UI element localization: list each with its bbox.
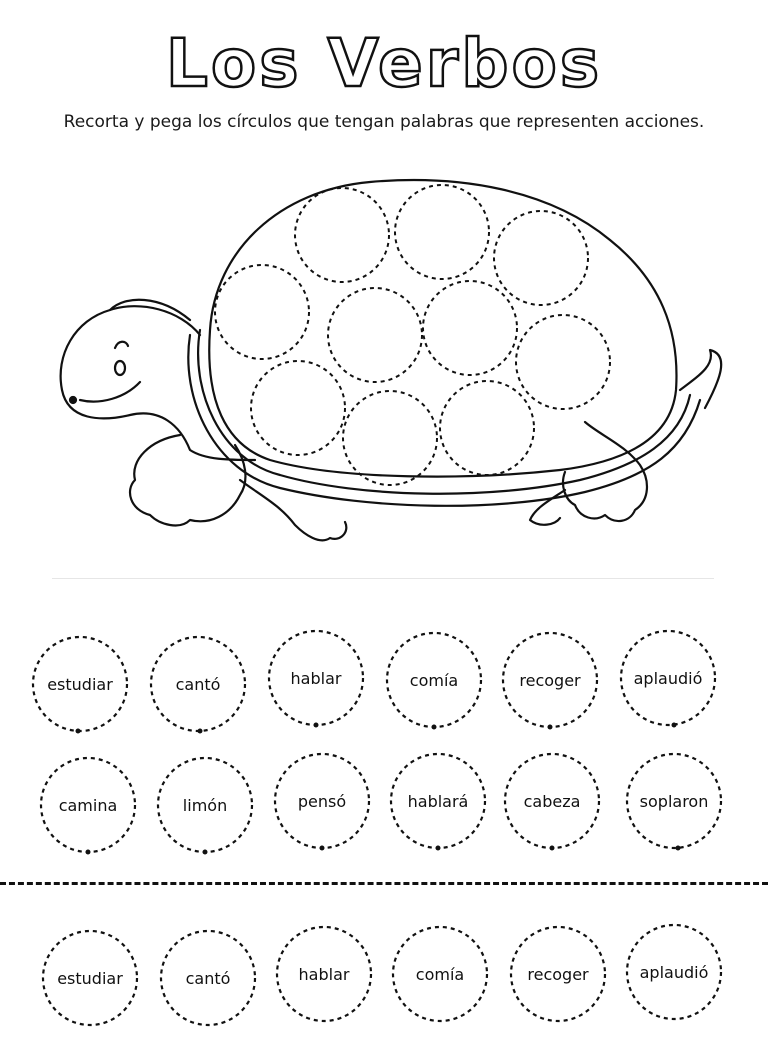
word-label: pensó — [297, 791, 347, 811]
word-label: recoger — [519, 670, 581, 690]
word-label: cabeza — [523, 791, 581, 811]
word-label: comía — [409, 670, 459, 690]
word-label: estudiar — [57, 968, 123, 988]
turtle-front-leg — [130, 435, 245, 525]
word-label: aplaudió — [639, 962, 709, 982]
word-label: hablar — [298, 964, 350, 984]
word-label: estudiar — [47, 674, 113, 694]
word-circle[interactable] — [266, 628, 366, 728]
word-circle[interactable] — [38, 755, 138, 855]
word-circle[interactable] — [388, 751, 488, 851]
word-circle[interactable] — [618, 628, 718, 728]
word-label: hablar — [290, 668, 342, 688]
word-label: camina — [58, 795, 118, 815]
word-circle[interactable] — [274, 924, 374, 1024]
word-label: limón — [182, 795, 228, 815]
word-label: cantó — [175, 674, 221, 694]
word-circle[interactable] — [624, 922, 724, 1022]
word-circle[interactable] — [272, 751, 372, 851]
word-circle[interactable] — [40, 928, 140, 1028]
turtle-mouth — [80, 382, 140, 402]
word-row-2 — [0, 755, 768, 865]
word-label: comía — [415, 964, 465, 984]
word-circle[interactable] — [624, 751, 724, 851]
word-circle[interactable] — [30, 634, 130, 734]
word-circle[interactable] — [502, 751, 602, 851]
word-row-1 — [0, 634, 768, 744]
section-divider — [52, 578, 714, 579]
word-label: recoger — [527, 964, 589, 984]
word-circle[interactable] — [155, 755, 255, 855]
word-label: soplaron — [639, 791, 709, 811]
turtle-back-leg — [563, 422, 647, 521]
turtle-eye — [115, 361, 125, 375]
turtle-shell — [209, 180, 676, 477]
turtle-illustration — [40, 160, 740, 580]
word-circle[interactable] — [384, 630, 484, 730]
turtle-back-foot — [530, 490, 565, 525]
word-circle[interactable] — [500, 630, 600, 730]
cut-line — [0, 882, 768, 885]
word-label: aplaudió — [633, 668, 703, 688]
word-row-3 — [0, 928, 768, 1038]
word-circle[interactable] — [148, 634, 248, 734]
word-label: cantó — [185, 968, 231, 988]
word-label: hablará — [407, 791, 469, 811]
title-text: Los Verbos — [165, 25, 603, 102]
word-circle[interactable] — [508, 924, 608, 1024]
turtle-shell-rim — [198, 330, 690, 494]
instructions-text: Recorta y pega los círculos que tengan palabras que representen acciones. — [63, 112, 705, 132]
word-circle[interactable] — [390, 924, 490, 1024]
word-circle[interactable] — [158, 928, 258, 1028]
worksheet-title — [0, 22, 768, 102]
turtle-lower-leg — [240, 480, 346, 540]
